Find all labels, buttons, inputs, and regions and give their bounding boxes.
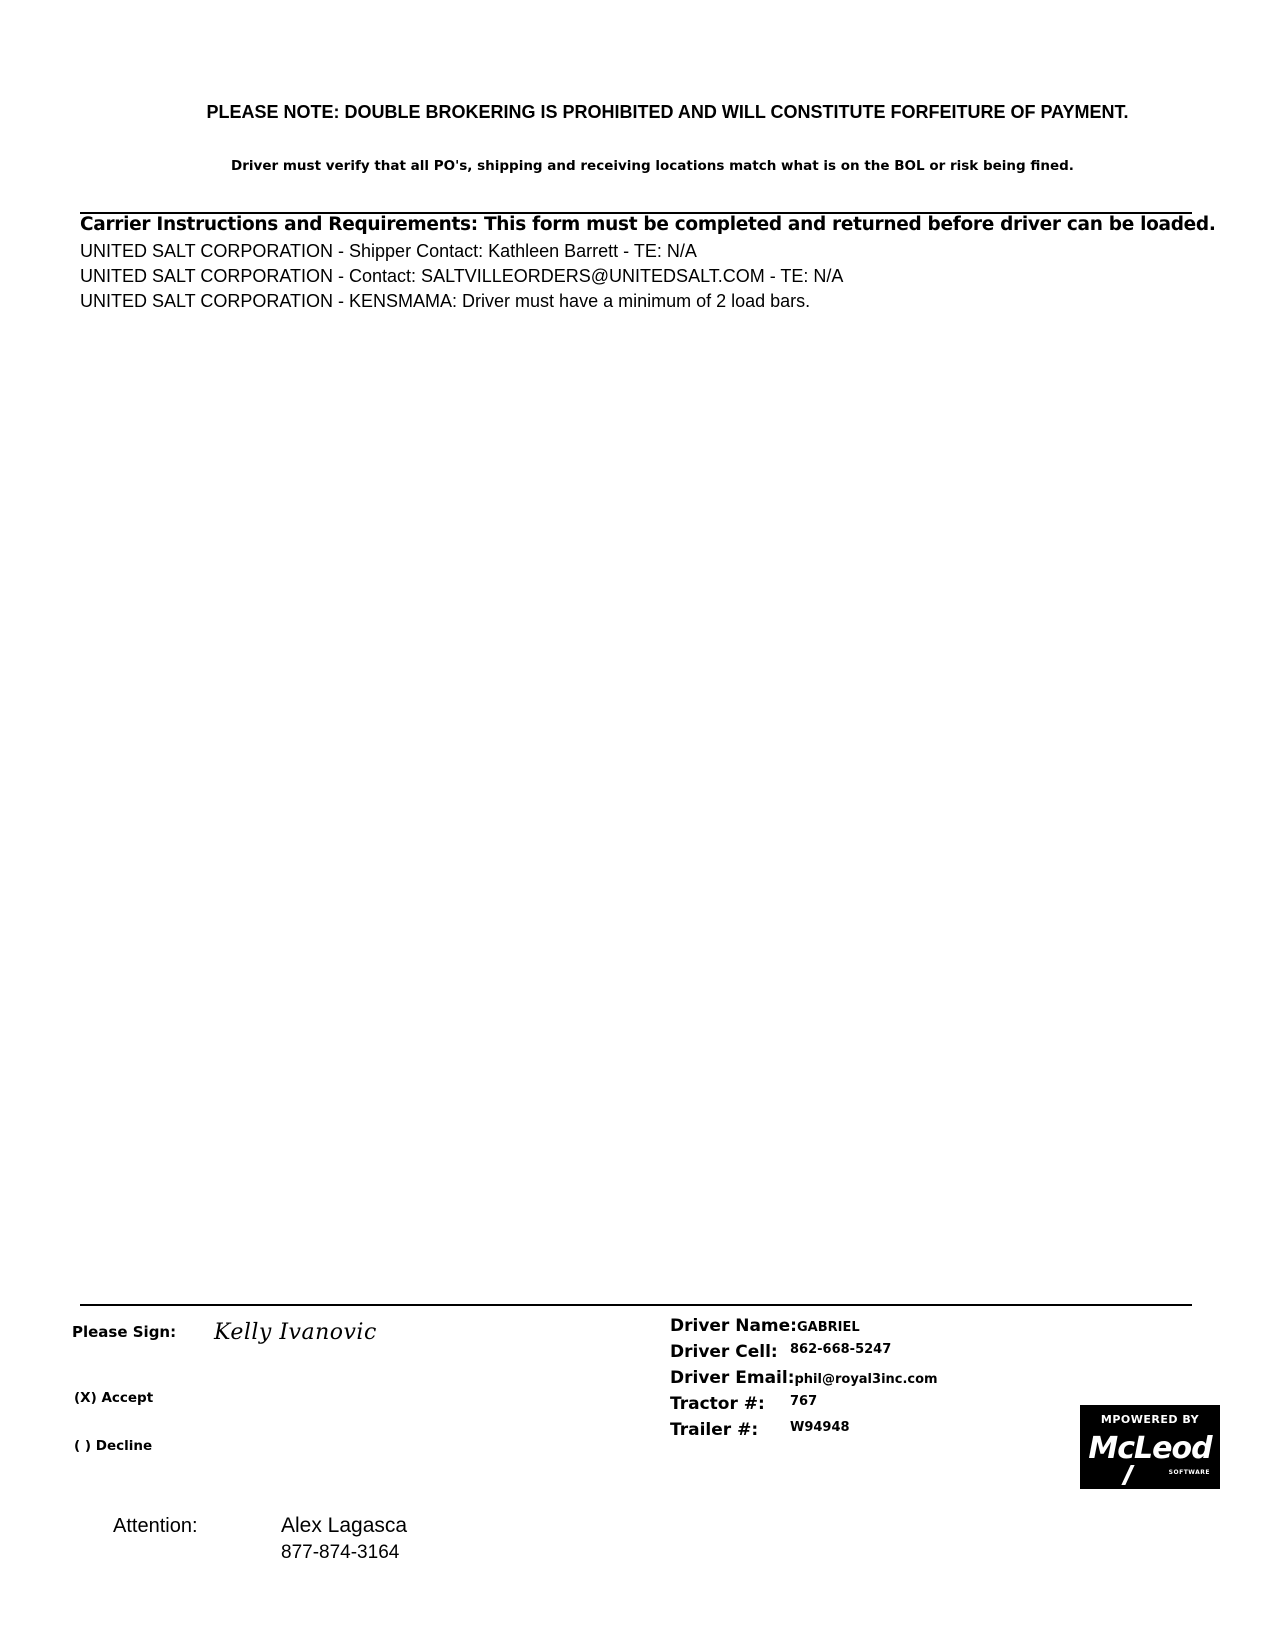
- trailer-value: W94948: [790, 1420, 850, 1435]
- driver-name-label: Driver Name:: [670, 1316, 797, 1336]
- driver-name-value: GABRIEL: [796, 1320, 860, 1335]
- attention-phone: 877-874-3164: [281, 1542, 400, 1563]
- driver-email-value: phil@royal3inc.com: [794, 1372, 938, 1387]
- sign-label: Please Sign:: [72, 1323, 177, 1341]
- driver-email-field: [670, 1368, 938, 1388]
- driver-cell-label: Driver Cell:: [670, 1342, 778, 1362]
- tractor-label: Tractor #:: [670, 1394, 765, 1414]
- instructions-heading: Carrier Instructions and Requirements: This form must be completed and returned before driver can be loaded.: [80, 214, 1216, 235]
- attention-name: Alex Lagasca: [281, 1514, 408, 1537]
- trailer-field: [670, 1420, 850, 1440]
- logo-slash-mark: [1121, 1465, 1134, 1485]
- mcleod-logo: [1080, 1405, 1220, 1489]
- signature-top-rule: [80, 1304, 1192, 1306]
- driver-verify-notice: Driver must verify that all PO's, shipping and receiving locations match what is on the BOL or risk being fined.: [231, 158, 1074, 174]
- signature: Kelly Ivanovic: [214, 1320, 377, 1345]
- tractor-value: 767: [790, 1394, 818, 1409]
- logo-software: SOFTWARE: [1168, 1469, 1210, 1476]
- logo-powered-by: MPOWERED BY: [1100, 1413, 1200, 1426]
- instruction-line: UNITED SALT CORPORATION - Shipper Contact: Kathleen Barrett - TE: N/A: [80, 241, 697, 261]
- driver-name-field: [670, 1316, 860, 1336]
- prohibition-notice: PLEASE NOTE: DOUBLE BROKERING IS PROHIBITED AND WILL CONSTITUTE FORFEITURE OF PAYMENT.: [206, 102, 1129, 122]
- driver-cell-field: [670, 1342, 892, 1362]
- driver-cell-value: 862-668-5247: [790, 1342, 892, 1357]
- tractor-field: [670, 1394, 818, 1414]
- driver-email-label: Driver Email:: [670, 1368, 795, 1388]
- trailer-label: Trailer #:: [670, 1420, 759, 1440]
- instruction-line: UNITED SALT CORPORATION - KENSMAMA: Driver must have a minimum of 2 load bars.: [80, 291, 811, 311]
- accept-option[interactable]: (X) Accept: [74, 1390, 154, 1406]
- attention-label: Attention:: [113, 1515, 198, 1537]
- decline-option[interactable]: ( ) Decline: [74, 1438, 153, 1454]
- instruction-line: UNITED SALT CORPORATION - Contact: SALTVILLEORDERS@UNITEDSALT.COM - TE: N/A: [80, 266, 844, 286]
- logo-brand: McLeod: [1088, 1431, 1212, 1466]
